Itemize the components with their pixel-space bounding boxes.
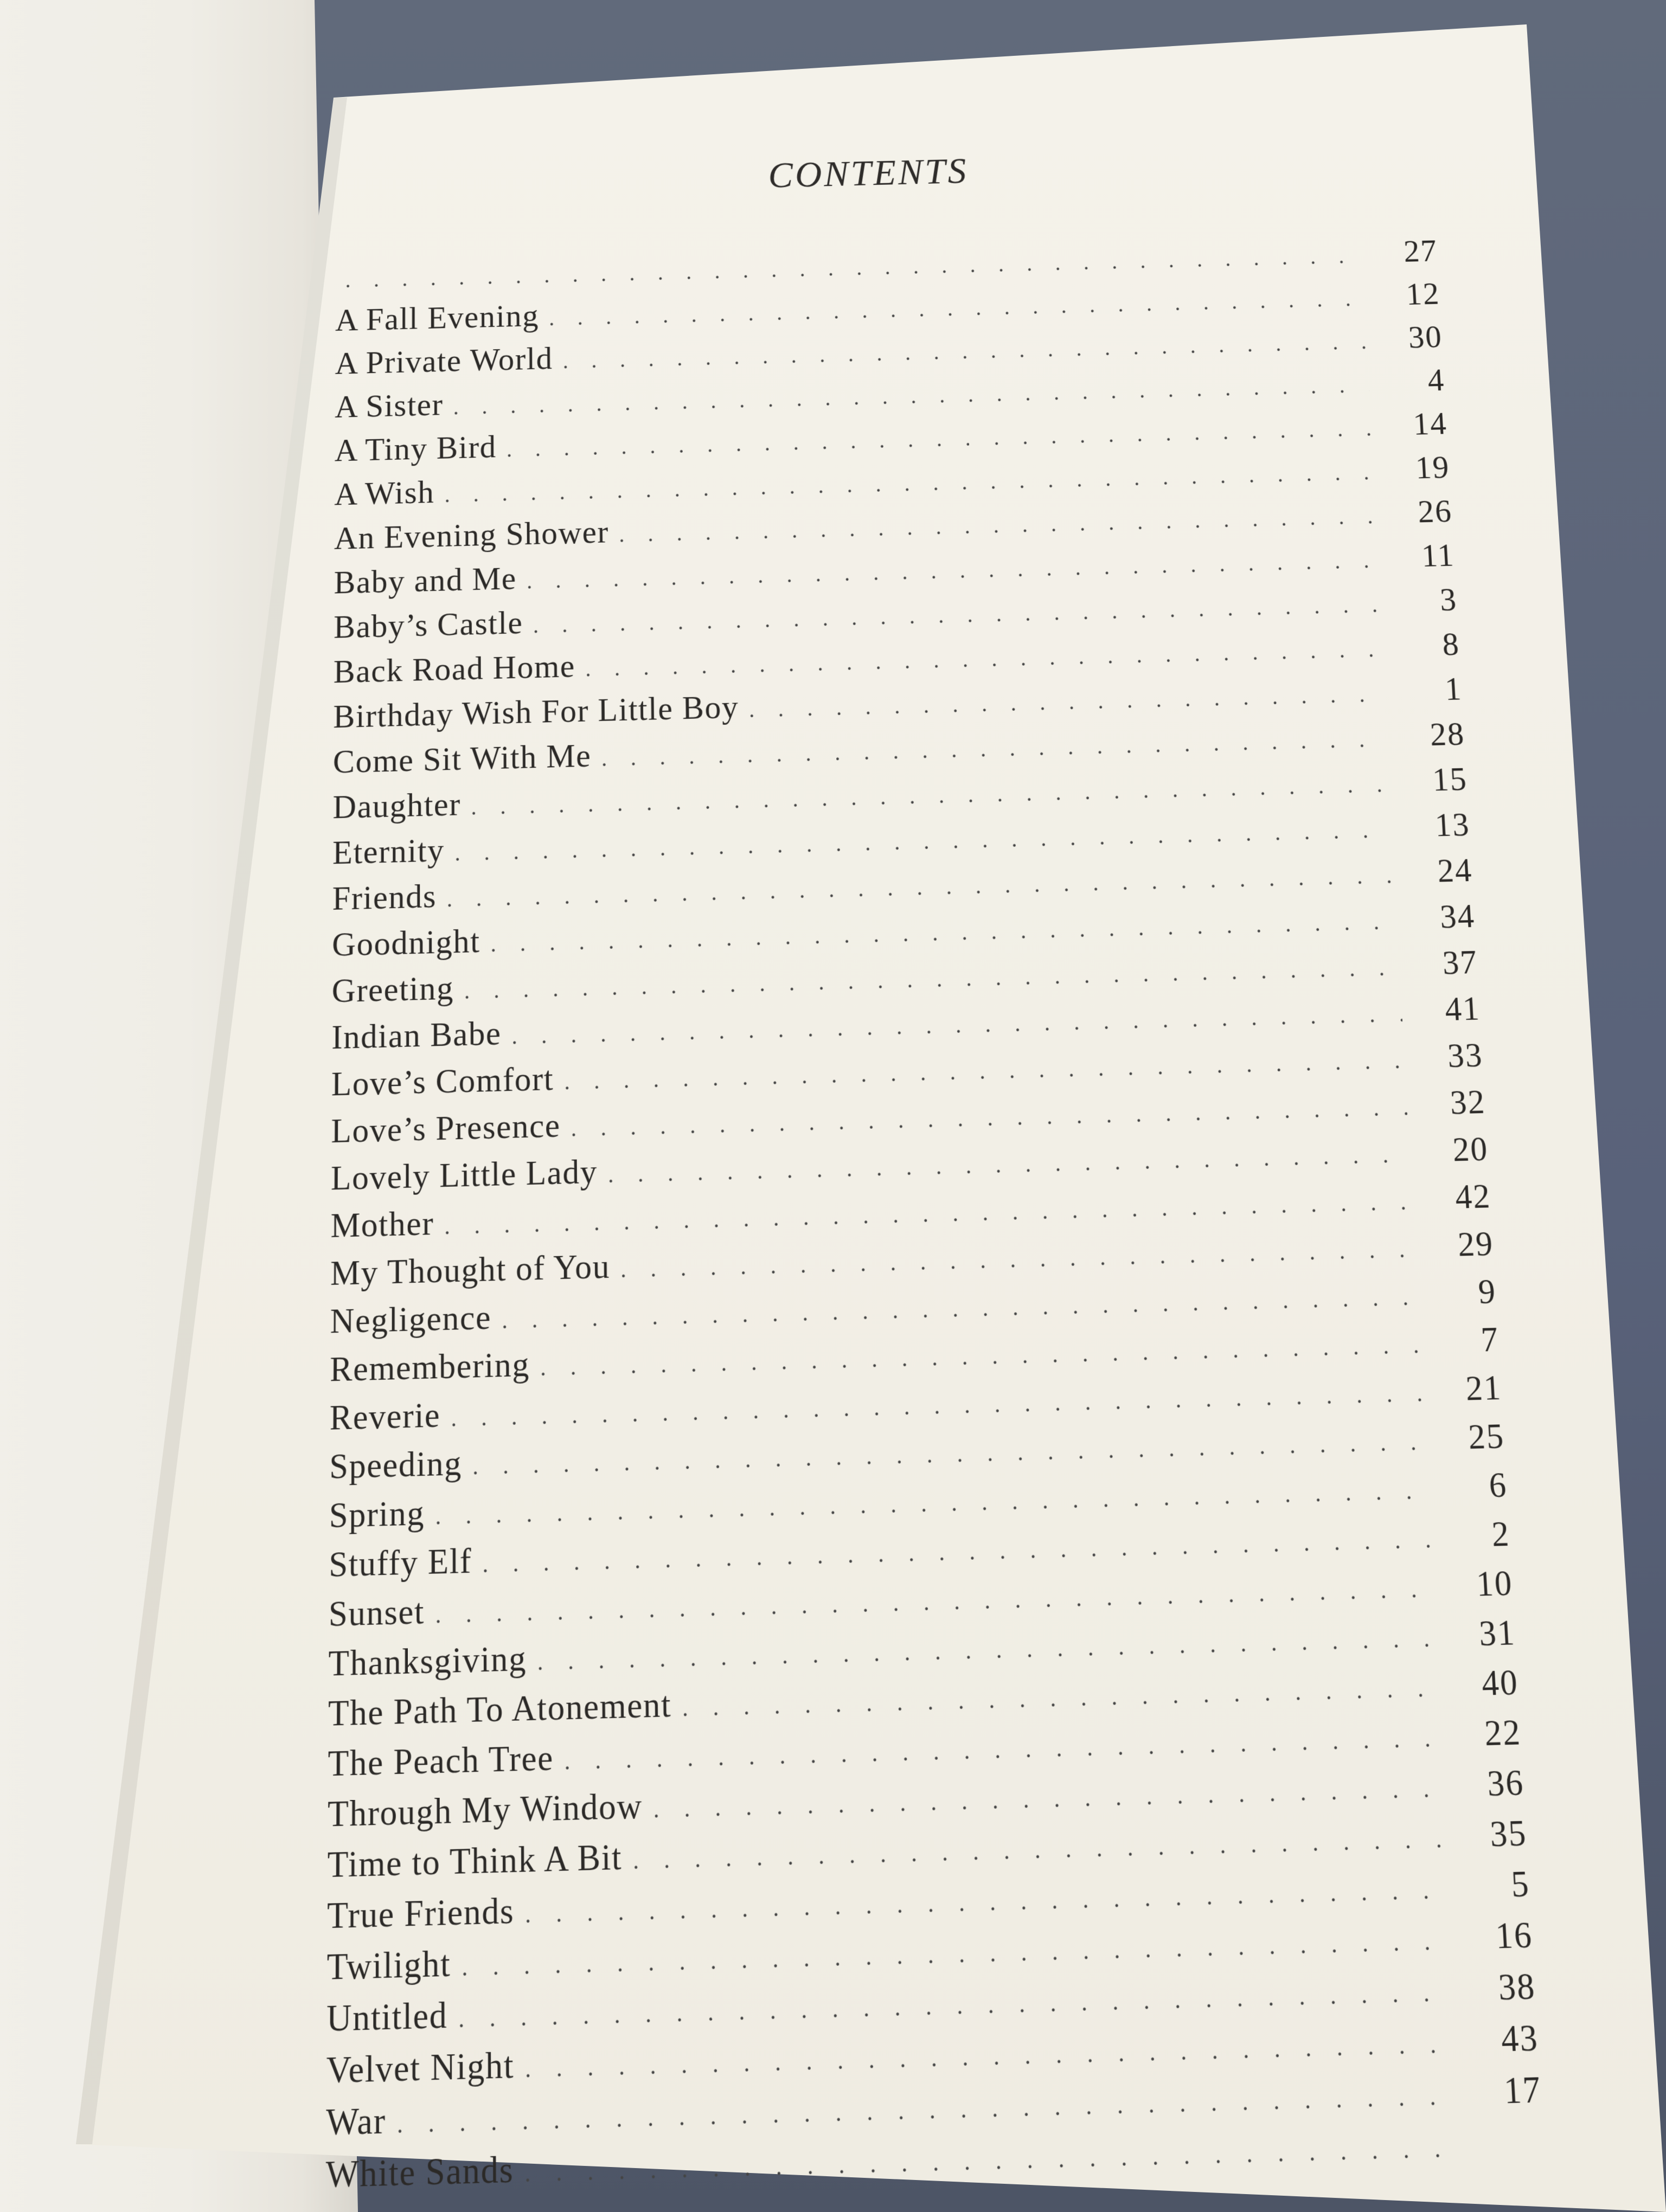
toc-entry-title: Negligence	[330, 1297, 492, 1341]
toc-entry-page-number: 43	[1500, 2016, 1540, 2060]
toc-entry-page-number: 8	[1441, 625, 1461, 663]
table-of-contents	[252, 137, 1587, 2212]
toc-entry-title: Sunset	[328, 1591, 425, 1634]
toc-entry-title: A Tiny Bird	[334, 428, 497, 468]
toc-entry-title: Daughter	[332, 785, 461, 826]
toc-entry-title: Untitled	[326, 1994, 448, 2040]
toc-entry-page-number: 7	[1479, 1319, 1500, 1360]
toc-entry-title: Come Sit With Me	[332, 736, 592, 781]
toc-entry-page-number: 16	[1494, 1913, 1534, 1957]
toc-entry-title: Lovely Little Lady	[330, 1152, 598, 1198]
toc-entry-page-number: 26	[1417, 492, 1453, 530]
toc-entry-page-number: 32	[1449, 1082, 1487, 1122]
toc-entry-page-number: 34	[1439, 896, 1476, 936]
toc-entry-title: The Peach Tree	[328, 1737, 554, 1784]
toc-entry-title: Love’s Presence	[331, 1105, 561, 1150]
toc-entry-title: An Evening Shower	[334, 513, 610, 557]
toc-entry-page-number: 12	[1405, 275, 1441, 312]
toc-entry-title: True Friends	[326, 1889, 515, 1937]
toc-entry-page-number: 25	[1467, 1416, 1506, 1457]
toc-entry-page-number: 42	[1454, 1176, 1492, 1217]
toc-entry-page-number: 29	[1457, 1224, 1495, 1264]
toc-entry-title: Through My Window	[327, 1784, 643, 1835]
toc-entry-page-number: 37	[1441, 942, 1479, 982]
toc-entry-page-number: 14	[1412, 405, 1449, 442]
toc-entry-title: A Sister	[335, 386, 444, 425]
toc-entry-title: White Sands	[325, 2147, 514, 2196]
toc-entry-page-number: 20	[1451, 1129, 1490, 1169]
toc-entry-page-number: 1	[1444, 670, 1464, 708]
toc-entry-page-number: 22	[1483, 1711, 1522, 1754]
toc-entry-title: Thanksgiving	[328, 1637, 527, 1684]
toc-list	[253, 228, 1581, 2202]
toc-entry-title: A Wish	[334, 473, 435, 512]
toc-entry-page-number: 9	[1477, 1271, 1497, 1311]
toc-entry-title: Spring	[329, 1492, 425, 1535]
toc-entry-page-number: 24	[1436, 851, 1473, 890]
toc-entry-title: Time to Think A Bit	[327, 1836, 623, 1886]
toc-entry-title: My Thought of You	[330, 1246, 611, 1293]
toc-entry-title: The Path To Atonement	[328, 1683, 672, 1734]
toc-entry-title: Back Road Home	[333, 647, 576, 690]
toc-entry-page-number: 36	[1486, 1761, 1526, 1804]
toc-entry-page-number: 17	[1503, 2068, 1543, 2112]
toc-entry-title: A Fall Evening	[335, 297, 540, 338]
toc-entry-page-number: 40	[1481, 1661, 1520, 1703]
toc-entry-page-number: 5	[1510, 1862, 1531, 1905]
toc-entry-title: Mother	[330, 1203, 434, 1245]
toc-entry-page-number: 11	[1420, 536, 1456, 574]
toc-entry-page-number: 6	[1488, 1464, 1509, 1506]
toc-entry-page-number: 21	[1464, 1367, 1503, 1409]
toc-entry-title: Reverie	[329, 1394, 441, 1438]
toc-entry-page-number: 19	[1414, 448, 1451, 486]
toc-entry-page-number: 27	[1402, 233, 1439, 269]
toc-entry-title: Love’s Comfort	[331, 1059, 554, 1103]
toc-entry-title: Stuffy Elf	[329, 1540, 472, 1585]
toc-entry-page-number: 13	[1434, 805, 1471, 844]
toc-entry-page-number: 38	[1497, 1964, 1537, 2008]
toc-entry-page-number	[1472, 2155, 1545, 2157]
toc-entry-title: Eternity	[332, 831, 445, 872]
contents-heading: CONTENTS	[767, 150, 969, 196]
toc-entry-page-number: 15	[1431, 760, 1469, 799]
toc-entry-page-number: 28	[1429, 715, 1466, 753]
toc-entry-title: Speeding	[329, 1443, 463, 1487]
toc-entry-page-number: 30	[1407, 318, 1444, 355]
toc-entry-title: Baby and Me	[334, 560, 517, 601]
toc-entry-title: A Private World	[335, 340, 553, 381]
toc-entry-title: Greeting	[331, 968, 454, 1010]
toc-entry-page-number: 41	[1444, 989, 1482, 1028]
toc-entry-page-number: 33	[1446, 1035, 1484, 1075]
toc-entry-page-number: 2	[1490, 1513, 1511, 1554]
toc-entry-page-number: 3	[1439, 581, 1458, 618]
toc-entry-title: War	[325, 2099, 386, 2144]
toc-entry-title: Friends	[332, 877, 437, 917]
toc-entry-page-number: 31	[1478, 1611, 1517, 1654]
toc-entry-title: Baby’s Castle	[334, 603, 523, 646]
toc-entry-title: Indian Babe	[331, 1013, 502, 1057]
toc-entry-page-number: 10	[1475, 1562, 1514, 1604]
toc-entry-title: Birthday Wish For Little Boy	[333, 687, 739, 735]
toc-entry-page-number: 35	[1489, 1812, 1528, 1855]
toc-entry-title: Twilight	[326, 1942, 451, 1988]
toc-entry-page-number: 4	[1426, 362, 1446, 398]
toc-entry-title: Remembering	[330, 1344, 530, 1390]
toc-entry-title: Goodnight	[332, 922, 480, 963]
toc-entry-title: Velvet Night	[326, 2043, 515, 2092]
